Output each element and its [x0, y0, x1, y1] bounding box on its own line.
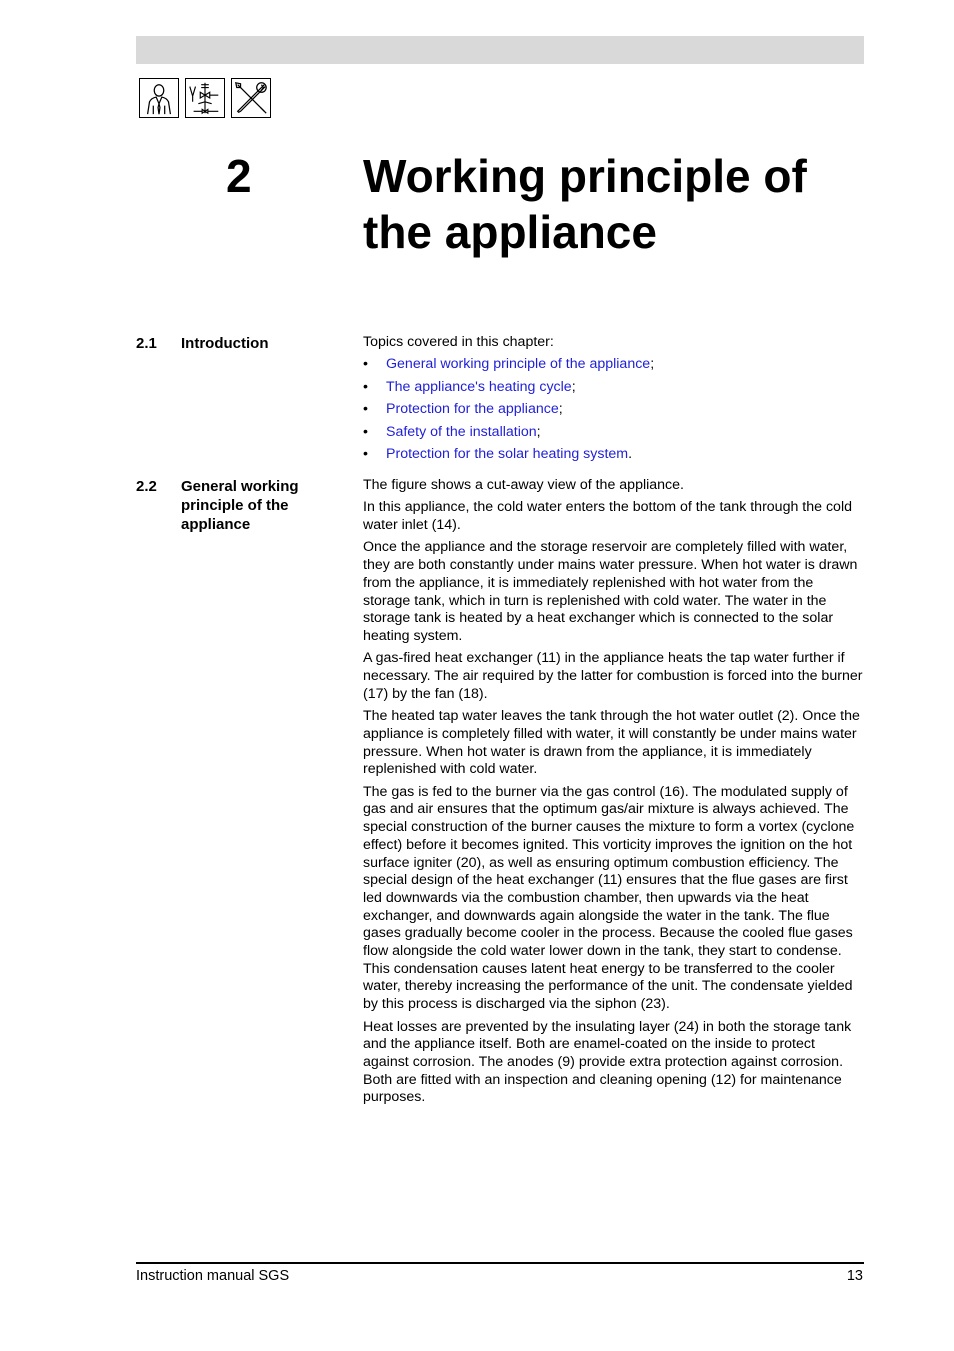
list-item: • Safety of the installation; — [363, 424, 863, 442]
footer-divider — [136, 1262, 864, 1264]
list-item: • Protection for the appliance; — [363, 401, 863, 419]
paragraph: The heated tap water leaves the tank through the hot water outlet (2). Once the appliance is completely filled with water, it will constantly be under mains water pressure. When hot water is drawn from the appliance, it is immediately replenished with cold water. — [363, 708, 860, 778]
section-title: General working principle of the appliance — [181, 478, 299, 533]
chapter-title-line2: the appliance — [363, 206, 657, 258]
topic-link[interactable]: Protection for the solar heating system — [386, 445, 629, 462]
page-number: 13 — [846, 1268, 863, 1284]
tools-icon — [231, 78, 271, 118]
topic-link[interactable]: Protection for the appliance — [386, 401, 559, 418]
section-2-2-heading — [136, 477, 321, 534]
section-number: 2.2 — [136, 478, 157, 495]
list-item: • The appliance's heating cycle; — [363, 379, 863, 397]
footer-manual-title: Instruction manual SGS — [136, 1268, 290, 1284]
paragraph: The gas is fed to the burner via the gas control (16). The modulated supply of gas and air ensures that the optimum gas/air mixture is always achieved. The special construction of the burner causes the mixture to form a vortex (cyclone effect) before it becomes ignited. This vorticity improves the ignition on the hot surface igniter (20), as well as ensuring optimum combustion efficiency. The special design of the heat exchanger (11) ensures that the flue gases are first led downwards via the combustion chamber, then upwards via the heat exchanger, and downwards again alongside the water in the tank. The flue gases gradually become cooler in the process. Because the cooled flue gases flow alongside the cold water lower down in the tank, they start to condense. This condensation causes latent heat energy to be transferred to the cooler water, thereby increasing the performance of the unit. The condensate yielded by this process is discharged via the siphon (23). — [363, 783, 855, 1013]
list-item: • General working principle of the appliance; — [363, 356, 863, 374]
list-item: • Protection for the solar heating system. — [363, 446, 863, 464]
audience-icons — [139, 78, 271, 118]
section-2-1-body — [363, 334, 863, 468]
topic-link[interactable]: Safety of the installation — [386, 423, 537, 440]
chapter-title-line1: Working principle of — [363, 150, 807, 202]
topic-link[interactable]: General working principle of the appliance — [386, 356, 651, 373]
section-2-1-heading — [136, 334, 321, 353]
header-bar — [136, 36, 864, 64]
topics-list — [363, 356, 863, 463]
paragraph: The figure shows a cut-away view of the appliance. — [363, 477, 684, 493]
chapter-title — [363, 148, 863, 260]
paragraph: Heat losses are prevented by the insulating layer (24) in both the storage tank and the appliance itself. Both are enamel-coated on the inside to protect against corrosion. The anodes (9) provide extra protection against corrosion. Both are fitted with an inspection and cleaning opening (12) for maintenance purposes. — [363, 1018, 852, 1106]
paragraph: A gas-fired heat exchanger (11) in the appliance heats the tap water further if necessary. The air required by the latter for combustion is forced into the burner (17) by the fan (18). — [363, 650, 863, 702]
valve-schematic-icon — [185, 78, 225, 118]
topics-intro: Topics covered in this chapter: — [363, 334, 554, 350]
installer-person-icon — [139, 78, 179, 118]
section-number: 2.1 — [136, 335, 157, 352]
topic-link[interactable]: The appliance's heating cycle — [386, 378, 572, 395]
paragraph: Once the appliance and the storage reservoir are completely filled with water, they are both constantly under mains water pressure. When hot water is drawn from the appliance, it is immediately replenished with hot water from the storage tank, which in turn is replenished with cold water. The water in the storage tank is heated by a heat exchanger which is connected to the solar heating system. — [363, 539, 858, 644]
section-title: Introduction — [181, 335, 269, 352]
chapter-number: 2 — [226, 150, 252, 202]
paragraph: In this appliance, the cold water enters the bottom of the tank through the cold water inlet (14). — [363, 499, 852, 534]
section-2-2-body — [363, 477, 863, 1112]
